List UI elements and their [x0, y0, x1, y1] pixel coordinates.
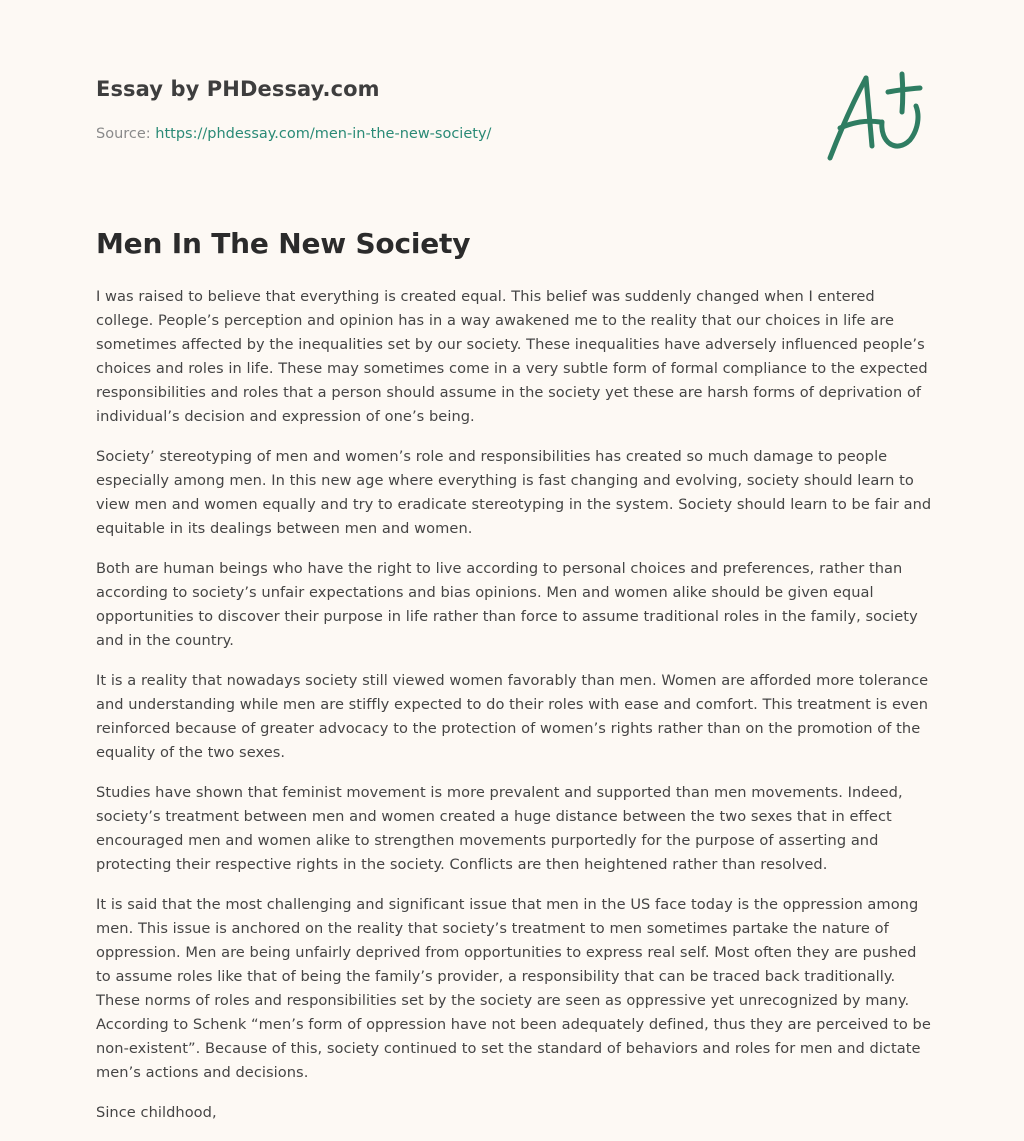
- source-label: Source:: [96, 126, 156, 142]
- essay-paragraph: It is said that the most challenging and significant issue that men in the US face today is the oppression among men. This issue is anchored on the reality that society’s treatment to men sometimes partake the nature of oppression. Men are being unfairly deprived from opportunities to express real self. Most often they are pushed to assume roles like that of being the family’s provider, a responsibility that can be traced back traditionally. These norms of roles and responsibilities set by the society are seen as oppressive yet unrecognized by many. According to Schenk “men’s form of oppression have not been adequately defined, thus they are perceived to be non-existent”. Because of this, society continued to set the standard of behaviors and roles for men and dictate men’s actions and decisions.: [96, 896, 931, 1081]
- essay-paragraph: Society’ stereotyping of men and women’s role and responsibilities has created so much damage to people especially among men. In this new age where everything is fast changing and evolving, society should learn to view men and women equally and try to eradicate stereotyping in the system. Society should learn to be fair and equitable in its dealings between men and women.: [96, 448, 932, 537]
- essay-title: Men In The New Society: [96, 227, 471, 260]
- a-plus-grade-icon: [820, 66, 930, 166]
- essay-paragraph: Since childhood,: [96, 1104, 217, 1121]
- source-link[interactable]: https://phdessay.com/men-in-the-new-society/: [155, 126, 492, 142]
- page-header: [96, 74, 796, 144]
- essay-paragraph: Studies have shown that feminist movement is more prevalent and supported than men movements. Indeed, society’s treatment between men and women created a huge distance between the two sexes that in effect encouraged men and women alike to strengthen movements purportedly for the purpose of asserting and protecting their respective rights in the society. Conflicts are then heightened rather than resolved.: [96, 784, 903, 873]
- source-line: [96, 124, 796, 144]
- site-title: Essay by PHDessay.com: [96, 77, 380, 101]
- essay-paragraph: It is a reality that nowadays society still viewed women favorably than men. Women are afforded more tolerance and understanding while men are stiffly expected to do their roles with ease and comfort. This treatment is even reinforced because of greater advocacy to the protection of women’s rights rather than on the promotion of the equality of the two sexes.: [96, 672, 929, 761]
- essay-body: [96, 285, 932, 1141]
- essay-paragraph: I was raised to believe that everything is created equal. This belief was suddenly changed when I entered college. People’s perception and opinion has in a way awakened me to the reality that our choices in life are sometimes affected by the inequalities set by our society. These inequalities have adversely influenced people’s choices and roles in life. These may sometimes come in a very subtle form of formal compliance to the expected responsibilities and roles that a person should assume in the society yet these are harsh forms of deprivation of individual’s decision and expression of one’s being.: [96, 288, 928, 425]
- essay-paragraph: Both are human beings who have the right to live according to personal choices and preferences, rather than according to society’s unfair expectations and bias opinions. Men and women alike should be given equal opportunities to discover their purpose in life rather than force to assume traditional roles in the family, society and in the country.: [96, 560, 918, 649]
